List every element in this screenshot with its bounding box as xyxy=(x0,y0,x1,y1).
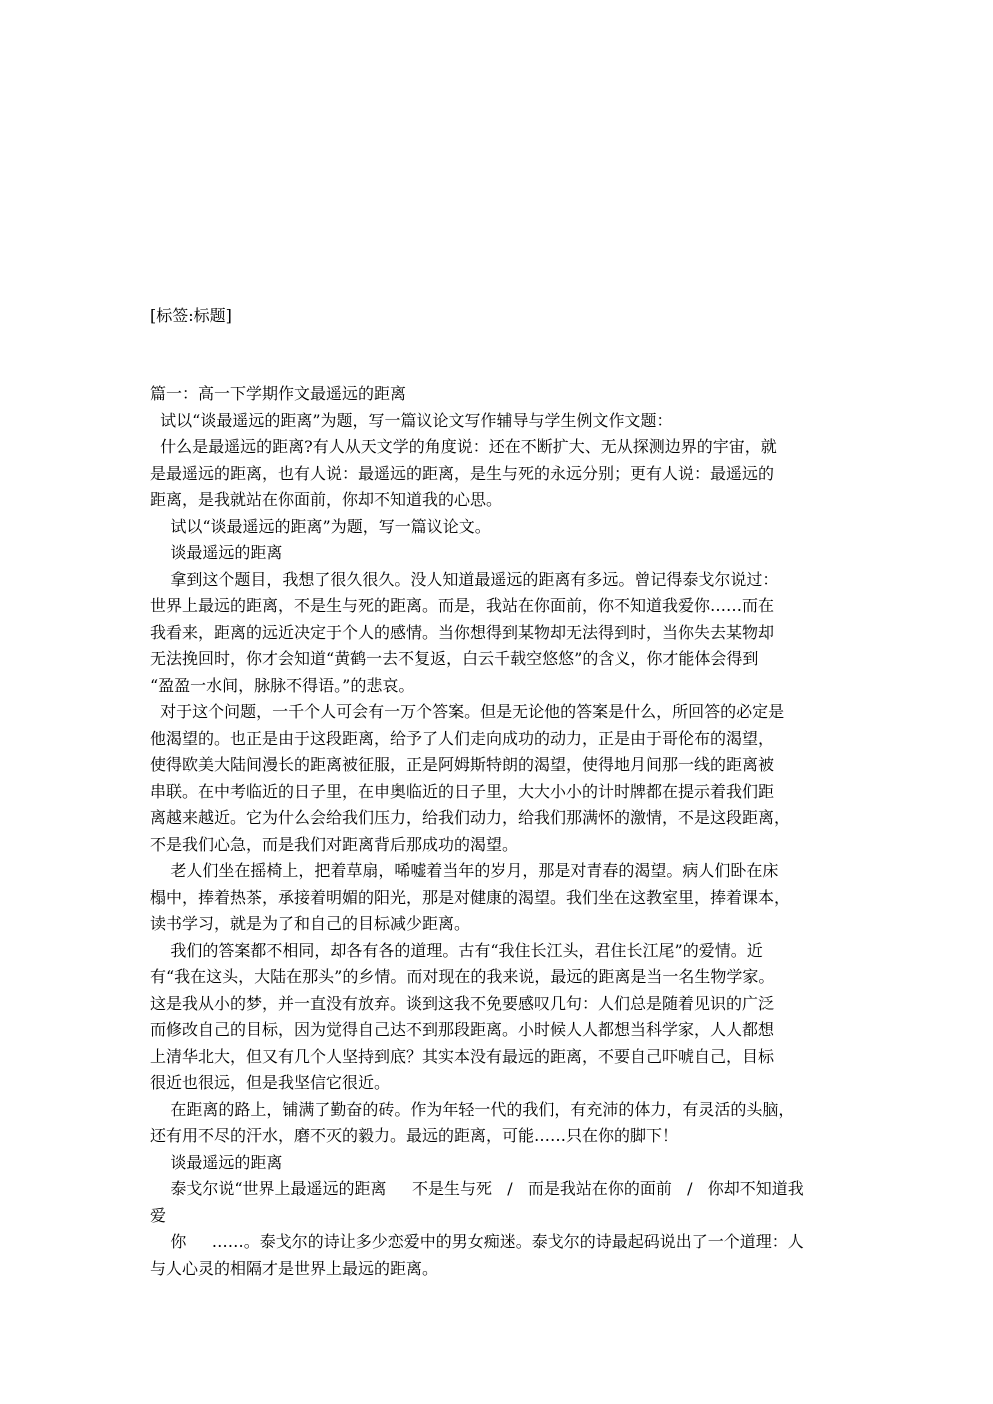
text-line: 无法挽回时，你才会知道“黄鹤一去不复返，白云千载空悠悠”的含义，你才能体会得到 xyxy=(150,649,759,668)
text-line: 他渴望的。也正是由于这段距离，给予了人们走向成功的动力，正是由于哥伦布的渴望， xyxy=(150,728,775,748)
essay-body xyxy=(150,381,850,1282)
text-line: 篇一：高一下学期作文最遥远的距离 xyxy=(150,384,407,403)
text-line: 而修改自己的目标，因为觉得自己达不到那段距离。小时候人人都想当科学家，人人都想 xyxy=(150,1020,775,1039)
text-line: 我看来，距离的远近决定于个人的感情。当你想得到某物却无法得到时，当你失去某物却 xyxy=(150,622,775,642)
text-line: 老人们坐在摇椅上，把着草扇，唏嘘着当年的岁月，那是对青春的渴望。病人们卧在床 xyxy=(150,861,779,880)
text-line: 我们的答案都不相同，却各有各的道理。古有“我住长江头，君住长江尾”的爱情。近 xyxy=(150,940,763,960)
text-line: 使得欧美大陆间漫长的距离被征服，正是阿姆斯特朗的渴望，使得地月间那一线的距离被 xyxy=(150,755,775,774)
text-line: 是最遥远的距离，也有人说：最遥远的距离，是生与死的永远分别；更有人说：最遥远的 xyxy=(150,463,775,483)
text-line: 对于这个问题，一千个人可会有一万个答案。但是无论他的答案是什么，所回答的必定是 xyxy=(150,702,785,721)
text-line: 还有用不尽的汗水，磨不灭的毅力。最远的距离，可能……只在你的脚下！ xyxy=(150,1126,679,1145)
text-line: 与人心灵的相隔才是世界上最远的距离。 xyxy=(150,1258,439,1278)
text-line: 上清华北大，但又有几个人坚持到底？其实本没有最远的距离，不要自己吓唬自己，目标 xyxy=(150,1046,775,1066)
text-line: 试以“谈最遥远的距离”为题，写一篇议论文写作辅导与学生例文作文题： xyxy=(150,410,673,430)
text-line: 世界上最远的距离，不是生与死的距离。而是，我站在你面前，你不知道我爱你……而在 xyxy=(150,596,775,615)
text-line: 谈最遥远的距离 xyxy=(150,1152,283,1172)
text-line: 什么是最遥远的距离?有人从天文学的角度说：还在不断扩大、无从探测边界的宇宙，就 xyxy=(150,437,777,456)
text-line: 在距离的路上，铺满了勤奋的砖。作为年轻一代的我们，有充沛的体力，有灵活的头脑， xyxy=(150,1099,795,1119)
text-line: 爱 xyxy=(150,1205,167,1225)
text-line: 有“我在这头，大陆在那头”的乡情。而对现在的我来说，最远的距离是当一名生物学家。 xyxy=(150,967,775,986)
text-line: 不是我们心急，而是我们对距离背后那成功的渴望。 xyxy=(150,834,519,854)
text-line: 串联。在中考临近的日子里，在申奥临近的日子里，大大小小的计时牌都在提示着我们距 xyxy=(150,781,775,801)
text-line: 拿到这个题目，我想了很久很久。没人知道最遥远的距离有多远。曾记得泰戈尔说过： xyxy=(150,569,779,589)
text-line: 读书学习，就是为了和自己的目标减少距离。 xyxy=(150,914,471,933)
text-line: 距离，是我就站在你面前，你却不知道我的心思。 xyxy=(150,490,503,509)
text-line: “盈盈一水间，脉脉不得语。”的悲哀。 xyxy=(150,675,415,695)
tag-label: [标签:标题] xyxy=(150,306,232,325)
text-line: 离越来越近。它为什么会给我们压力，给我们动力，给我们那满怀的激情，不是这段距离， xyxy=(150,808,791,827)
text-line: 这是我从小的梦，并一直没有放弃。谈到这我不免要感叹几句：人们总是随着见识的广泛 xyxy=(150,993,775,1013)
text-line: 榻中，捧着热茶，承接着明媚的阳光，那是对健康的渴望。我们坐在这教室里，捧着课本， xyxy=(150,887,791,907)
text-line: 很近也很远，但是我坚信它很近。 xyxy=(150,1073,391,1092)
text-line: 你 ……。泰戈尔的诗让多少恋爱中的男女痴迷。泰戈尔的诗最起码说出了一个道理：人 xyxy=(150,1232,804,1251)
text-line: 谈最遥远的距离 xyxy=(150,543,283,562)
text-line: 试以“谈最遥远的距离”为题，写一篇议论文。 xyxy=(150,516,491,536)
text-line: 泰戈尔说“世界上最遥远的距离 不是生与死 / 而是我站在你的面前 / 你却不知道我 xyxy=(150,1179,804,1198)
